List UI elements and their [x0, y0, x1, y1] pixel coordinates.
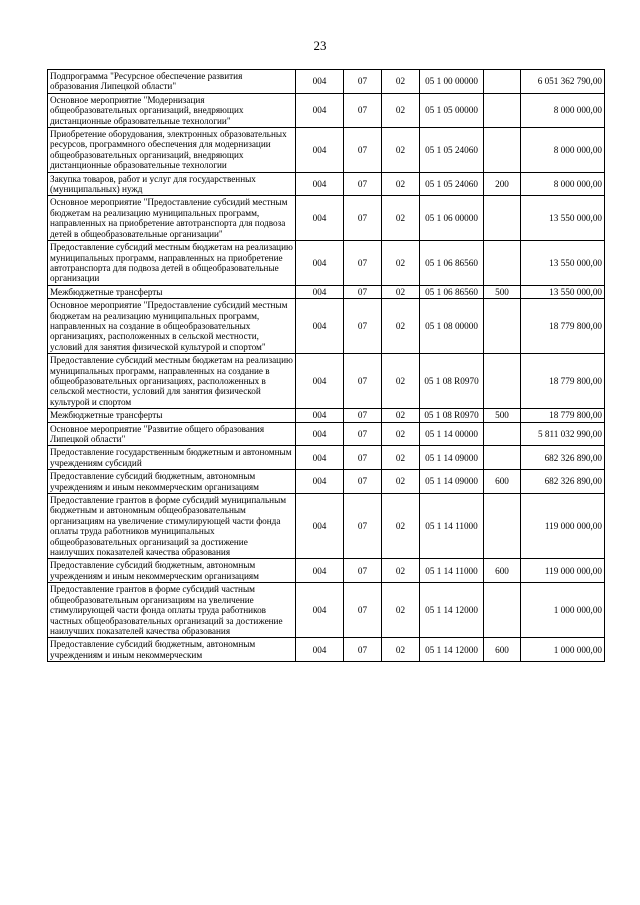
ministry-code-cell: 004 — [296, 241, 344, 286]
item-name-cell: Основное мероприятие "Модернизация общеобразовательных организаций, внедряющих дистанционные образовательные технологии" — [48, 93, 296, 127]
item-name-cell: Предоставление грантов в форме субсидий муниципальным бюджетным и автономным общеобразовательным организациям на увеличение стимулирующей части фонда оплаты труда работников муниципальных общеобразовательных организаций за достижение наилучших показателей качества образования — [48, 494, 296, 559]
ministry-code-cell: 004 — [296, 172, 344, 196]
amount-cell: 18 779 800,00 — [521, 299, 605, 354]
section-code-cell: 07 — [344, 494, 382, 559]
table-row — [48, 241, 605, 286]
table-row — [48, 638, 605, 662]
expense-type-cell — [484, 422, 521, 446]
subsection-code-cell: 02 — [382, 93, 420, 127]
table-row — [48, 299, 605, 354]
subsection-code-cell: 02 — [382, 559, 420, 583]
table-row — [48, 172, 605, 196]
section-code-cell: 07 — [344, 559, 382, 583]
table-row — [48, 128, 605, 173]
target-article-cell: 05 1 06 86560 — [420, 285, 484, 298]
table-row — [48, 422, 605, 446]
table-row — [48, 559, 605, 583]
target-article-cell: 05 1 08 R0970 — [420, 354, 484, 409]
section-code-cell: 07 — [344, 354, 382, 409]
target-article-cell: 05 1 14 09000 — [420, 446, 484, 470]
target-article-cell: 05 1 05 00000 — [420, 93, 484, 127]
expense-type-cell: 600 — [484, 470, 521, 494]
amount-cell: 18 779 800,00 — [521, 354, 605, 409]
target-article-cell: 05 1 14 11000 — [420, 494, 484, 559]
section-code-cell: 07 — [344, 241, 382, 286]
amount-cell: 13 550 000,00 — [521, 196, 605, 241]
subsection-code-cell: 02 — [382, 409, 420, 422]
table-row — [48, 494, 605, 559]
ministry-code-cell: 004 — [296, 638, 344, 662]
ministry-code-cell: 004 — [296, 93, 344, 127]
item-name-cell: Основное мероприятие "Развитие общего образования Липецкой области" — [48, 422, 296, 446]
expense-type-cell — [484, 299, 521, 354]
section-code-cell: 07 — [344, 93, 382, 127]
expense-type-cell — [484, 354, 521, 409]
item-name-cell: Межбюджетные трансферты — [48, 409, 296, 422]
amount-cell: 119 000 000,00 — [521, 559, 605, 583]
target-article-cell: 05 1 06 86560 — [420, 241, 484, 286]
ministry-code-cell: 004 — [296, 70, 344, 94]
ministry-code-cell: 004 — [296, 422, 344, 446]
ministry-code-cell: 004 — [296, 196, 344, 241]
amount-cell: 1 000 000,00 — [521, 638, 605, 662]
subsection-code-cell: 02 — [382, 196, 420, 241]
ministry-code-cell: 004 — [296, 446, 344, 470]
target-article-cell: 05 1 05 24060 — [420, 128, 484, 173]
section-code-cell: 07 — [344, 583, 382, 638]
item-name-cell: Основное мероприятие "Предоставление субсидий местным бюджетам на реализацию муниципальных программ, направленных на создание в общеобразовательных организациях, расположенных в сельской местности, условий для занятия физической культурой и спортом" — [48, 299, 296, 354]
ministry-code-cell: 004 — [296, 354, 344, 409]
table-row — [48, 446, 605, 470]
ministry-code-cell: 004 — [296, 299, 344, 354]
amount-cell: 8 000 000,00 — [521, 172, 605, 196]
ministry-code-cell: 004 — [296, 494, 344, 559]
ministry-code-cell: 004 — [296, 128, 344, 173]
item-name-cell: Предоставление государственным бюджетным и автономным учреждениям субсидий — [48, 446, 296, 470]
subsection-code-cell: 02 — [382, 241, 420, 286]
ministry-code-cell: 004 — [296, 409, 344, 422]
subsection-code-cell: 02 — [382, 446, 420, 470]
table-row — [48, 93, 605, 127]
subsection-code-cell: 02 — [382, 70, 420, 94]
item-name-cell: Подпрограмма "Ресурсное обеспечение развития образования Липецкой области" — [48, 70, 296, 94]
section-code-cell: 07 — [344, 196, 382, 241]
section-code-cell: 07 — [344, 70, 382, 94]
target-article-cell: 05 1 14 12000 — [420, 638, 484, 662]
table-row — [48, 583, 605, 638]
subsection-code-cell: 02 — [382, 583, 420, 638]
target-article-cell: 05 1 08 R0970 — [420, 409, 484, 422]
table-row — [48, 354, 605, 409]
item-name-cell: Межбюджетные трансферты — [48, 285, 296, 298]
amount-cell: 5 811 032 990,00 — [521, 422, 605, 446]
section-code-cell: 07 — [344, 409, 382, 422]
expense-type-cell — [484, 446, 521, 470]
target-article-cell: 05 1 08 00000 — [420, 299, 484, 354]
section-code-cell: 07 — [344, 299, 382, 354]
target-article-cell: 05 1 00 00000 — [420, 70, 484, 94]
subsection-code-cell: 02 — [382, 422, 420, 446]
item-name-cell: Предоставление субсидий бюджетным, автономным учреждениям и иным некоммерческим организациям — [48, 559, 296, 583]
target-article-cell: 05 1 14 00000 — [420, 422, 484, 446]
table-row — [48, 285, 605, 298]
target-article-cell: 05 1 05 24060 — [420, 172, 484, 196]
target-article-cell: 05 1 14 11000 — [420, 559, 484, 583]
expense-type-cell: 600 — [484, 638, 521, 662]
ministry-code-cell: 004 — [296, 559, 344, 583]
expense-type-cell: 500 — [484, 409, 521, 422]
section-code-cell: 07 — [344, 128, 382, 173]
subsection-code-cell: 02 — [382, 299, 420, 354]
target-article-cell: 05 1 14 12000 — [420, 583, 484, 638]
subsection-code-cell: 02 — [382, 285, 420, 298]
section-code-cell: 07 — [344, 638, 382, 662]
expense-type-cell — [484, 70, 521, 94]
expense-type-cell — [484, 196, 521, 241]
amount-cell: 682 326 890,00 — [521, 470, 605, 494]
item-name-cell: Основное мероприятие "Предоставление субсидий местным бюджетам на реализацию муниципальных программ, направленных на приобретение автотранспорта для подвоза детей в общеобразовательные организации" — [48, 196, 296, 241]
budget-table — [47, 69, 605, 662]
item-name-cell: Предоставление субсидий бюджетным, автономным учреждениям и иным некоммерческим — [48, 638, 296, 662]
amount-cell: 8 000 000,00 — [521, 93, 605, 127]
amount-cell: 18 779 800,00 — [521, 409, 605, 422]
table-row — [48, 470, 605, 494]
ministry-code-cell: 004 — [296, 583, 344, 638]
table-row — [48, 409, 605, 422]
subsection-code-cell: 02 — [382, 128, 420, 173]
section-code-cell: 07 — [344, 172, 382, 196]
amount-cell: 682 326 890,00 — [521, 446, 605, 470]
subsection-code-cell: 02 — [382, 638, 420, 662]
subsection-code-cell: 02 — [382, 172, 420, 196]
expense-type-cell — [484, 93, 521, 127]
expense-type-cell — [484, 128, 521, 173]
item-name-cell: Предоставление грантов в форме субсидий частным общеобразовательным организациям на увеличение стимулирующей части фонда оплаты труда работников частных общеобразовательных организаций за достижение наилучших показателей качества образования — [48, 583, 296, 638]
section-code-cell: 07 — [344, 446, 382, 470]
ministry-code-cell: 004 — [296, 285, 344, 298]
target-article-cell: 05 1 14 09000 — [420, 470, 484, 494]
expense-type-cell — [484, 583, 521, 638]
section-code-cell: 07 — [344, 285, 382, 298]
expense-type-cell: 500 — [484, 285, 521, 298]
item-name-cell: Закупка товаров, работ и услуг для государственных (муниципальных) нужд — [48, 172, 296, 196]
amount-cell: 119 000 000,00 — [521, 494, 605, 559]
subsection-code-cell: 02 — [382, 470, 420, 494]
amount-cell: 8 000 000,00 — [521, 128, 605, 173]
subsection-code-cell: 02 — [382, 494, 420, 559]
expense-type-cell — [484, 494, 521, 559]
expense-type-cell — [484, 241, 521, 286]
target-article-cell: 05 1 06 00000 — [420, 196, 484, 241]
item-name-cell: Предоставление субсидий местным бюджетам на реализацию муниципальных программ, направленных на приобретение автотранспорта для подвоза детей в общеобразовательные организации — [48, 241, 296, 286]
item-name-cell: Предоставление субсидий бюджетным, автономным учреждениям и иным некоммерческим организациям — [48, 470, 296, 494]
table-body — [48, 70, 605, 662]
item-name-cell: Приобретение оборудования, электронных образовательных ресурсов, программного обеспечения для модернизации общеобразовательных организаций, внедряющих дистанционные образовательные технологии — [48, 128, 296, 173]
expense-type-cell: 200 — [484, 172, 521, 196]
subsection-code-cell: 02 — [382, 354, 420, 409]
ministry-code-cell: 004 — [296, 470, 344, 494]
amount-cell: 13 550 000,00 — [521, 285, 605, 298]
table-row — [48, 196, 605, 241]
table-row — [48, 70, 605, 94]
amount-cell: 1 000 000,00 — [521, 583, 605, 638]
amount-cell: 6 051 362 790,00 — [521, 70, 605, 94]
page-number: 23 — [313, 38, 327, 53]
expense-type-cell: 600 — [484, 559, 521, 583]
amount-cell: 13 550 000,00 — [521, 241, 605, 286]
item-name-cell: Предоставление субсидий местным бюджетам на реализацию муниципальных программ, направленных на создание в общеобразовательных организациях, расположенных в сельской местности, условий для занятия физической культурой и спортом — [48, 354, 296, 409]
section-code-cell: 07 — [344, 470, 382, 494]
section-code-cell: 07 — [344, 422, 382, 446]
